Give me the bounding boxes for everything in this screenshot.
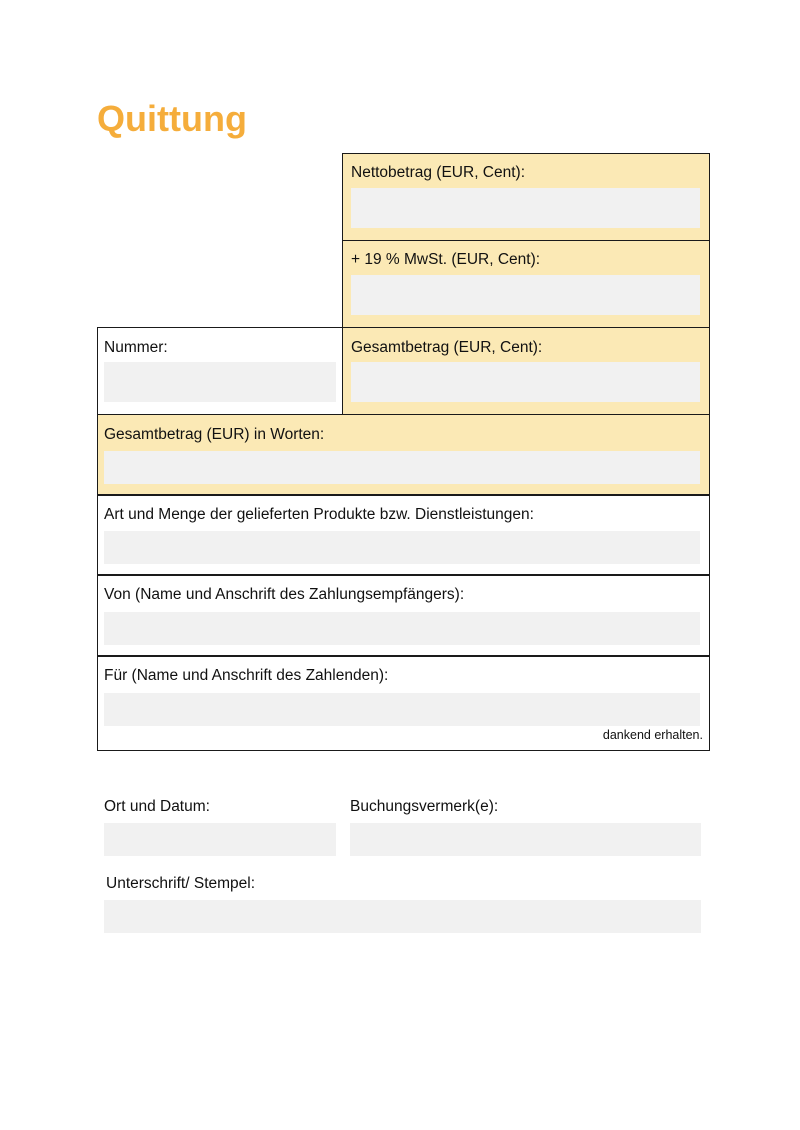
ort-datum-label: Ort und Datum:: [104, 798, 210, 815]
worten-field[interactable]: [104, 451, 700, 484]
gesamt-label: Gesamtbetrag (EUR, Cent):: [351, 339, 543, 356]
dankend-text: dankend erhalten.: [602, 728, 703, 742]
von-field[interactable]: [104, 612, 700, 645]
nummer-field[interactable]: [104, 362, 336, 402]
buchung-label: Buchungsvermerk(e):: [350, 798, 499, 815]
gesamt-cell: [342, 327, 710, 416]
netto-label: Nettobetrag (EUR, Cent):: [351, 164, 526, 181]
nummer-label: Nummer:: [104, 339, 168, 356]
nummer-cell: [97, 327, 344, 416]
mwst-cell: [342, 240, 710, 329]
page-title: Quittung: [97, 98, 247, 139]
netto-field[interactable]: [351, 188, 700, 228]
produkte-label: Art und Menge der gelieferten Produkte bzw. Dienstleistungen:: [104, 506, 534, 523]
netto-cell: [342, 153, 710, 242]
fuer-label: Für (Name und Anschrift des Zahlenden):: [104, 667, 389, 684]
produkte-field[interactable]: [104, 531, 700, 564]
produkte-cell: [97, 494, 710, 576]
buchung-field[interactable]: [350, 823, 701, 856]
gesamt-field[interactable]: [351, 362, 700, 402]
mwst-field[interactable]: [351, 275, 700, 315]
von-label: Von (Name und Anschrift des Zahlungsempfängers):: [104, 586, 465, 603]
unterschrift-field[interactable]: [104, 900, 701, 933]
fuer-field[interactable]: [104, 693, 700, 726]
fuer-cell: [97, 655, 710, 751]
worten-cell: [97, 414, 710, 496]
unterschrift-label: Unterschrift/ Stempel:: [106, 875, 256, 892]
worten-label: Gesamtbetrag (EUR) in Worten:: [104, 426, 325, 443]
mwst-label: + 19 % MwSt. (EUR, Cent):: [351, 251, 541, 268]
ort-datum-field[interactable]: [104, 823, 336, 856]
von-cell: [97, 574, 710, 657]
